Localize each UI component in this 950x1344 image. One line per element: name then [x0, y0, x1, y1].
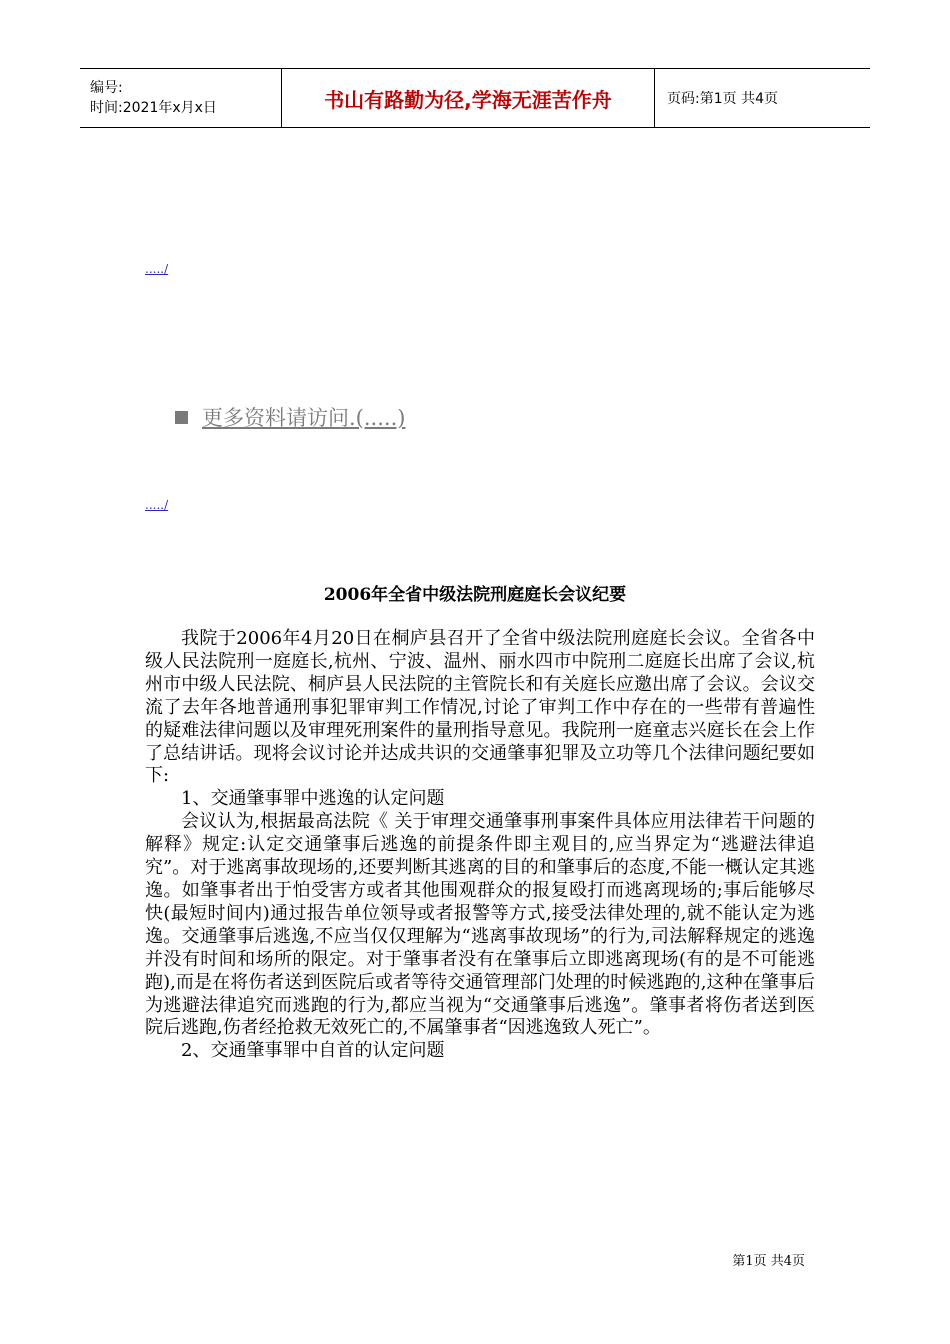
- paragraph: 我院于2006年4月20日在桐庐县召开了全省中级法院刑庭庭长会议。全省各中级人民法院刑一庭庭长,杭州、宁波、温州、丽水四市中院刑二庭庭长出席了会议,杭州市中级人民法院、桐庐县人民法院的主管院长和有关庭长应邀出席了会议。会议交流了去年各地普通刑事犯罪审判工作情况,讨论了审判工作中存在的一些带有普遍性的疑难法律问题以及审理死刑案件的量刑指导意见。我院刑一庭童志兴庭长在会上作了总结讲话。现将会议讨论并达成共识的交通肇事犯罪及立功等几个法律问题纪要如下:: [145, 628, 815, 787]
- section-heading: 1、交通肇事罪中逃逸的认定问题: [181, 788, 445, 810]
- page-header: [80, 68, 870, 128]
- footer-page-info: 第1页 共4页: [732, 1254, 805, 1269]
- square-bullet-icon: [175, 411, 188, 424]
- section-heading: 2、交通肇事罪中自首的认定问题: [181, 1040, 445, 1062]
- top-link[interactable]: ...../: [145, 262, 169, 276]
- header-page-info: 页码:第1页 共4页: [667, 91, 778, 107]
- number-label: 编号:: [90, 80, 123, 96]
- more-resources-link[interactable]: 更多资料请访问.(.....): [202, 406, 406, 430]
- header-motto: 书山有路勤为径,学海无涯苦作舟: [282, 69, 655, 127]
- header-meta: [80, 69, 282, 127]
- time-label: 时间:2021年x月x日: [90, 100, 217, 116]
- more-resources[interactable]: [175, 402, 405, 432]
- bottom-link[interactable]: ...../: [145, 498, 169, 512]
- paragraph: 会议认为,根据最高法院《 关于审理交通肇事刑事案件具体应用法律若干问题的解释》规定:认定交通肇事后逃逸的前提条件即主观目的,应当界定为“逃避法律追究”。对于逃离事故现场的,还要判断其逃离的目的和肇事后的态度,不能一概认定其逃逸。如肇事者出于怕受害方或者其他围观群众的报复殴打而逃离现场的;事后能够尽快(最短时间内)通过报告单位领导或者报警等方式,接受法律处理的,就不能认定为逃逸。交通肇事后逃逸,不应当仅仅理解为“逃离事故现场”的行为,司法解释规定的逃逸并没有时间和场所的限定。对于肇事者没有在肇事后立即逃离现场(有的是不可能逃跑),而是在将伤者送到医院后或者等待交通管理部门处理的时候逃跑的,这种在肇事后为逃避法律追究而逃跑的行为,都应当视为“交通肇事后逃逸”。肇事者将伤者送到医院后逃跑,伤者经抢救无效死亡的,不属肇事者“因逃逸致人死亡”。: [145, 811, 815, 1039]
- document-body: [145, 628, 815, 1063]
- document-title: 2006年全省中级法院刑庭庭长会议纪要: [323, 585, 627, 605]
